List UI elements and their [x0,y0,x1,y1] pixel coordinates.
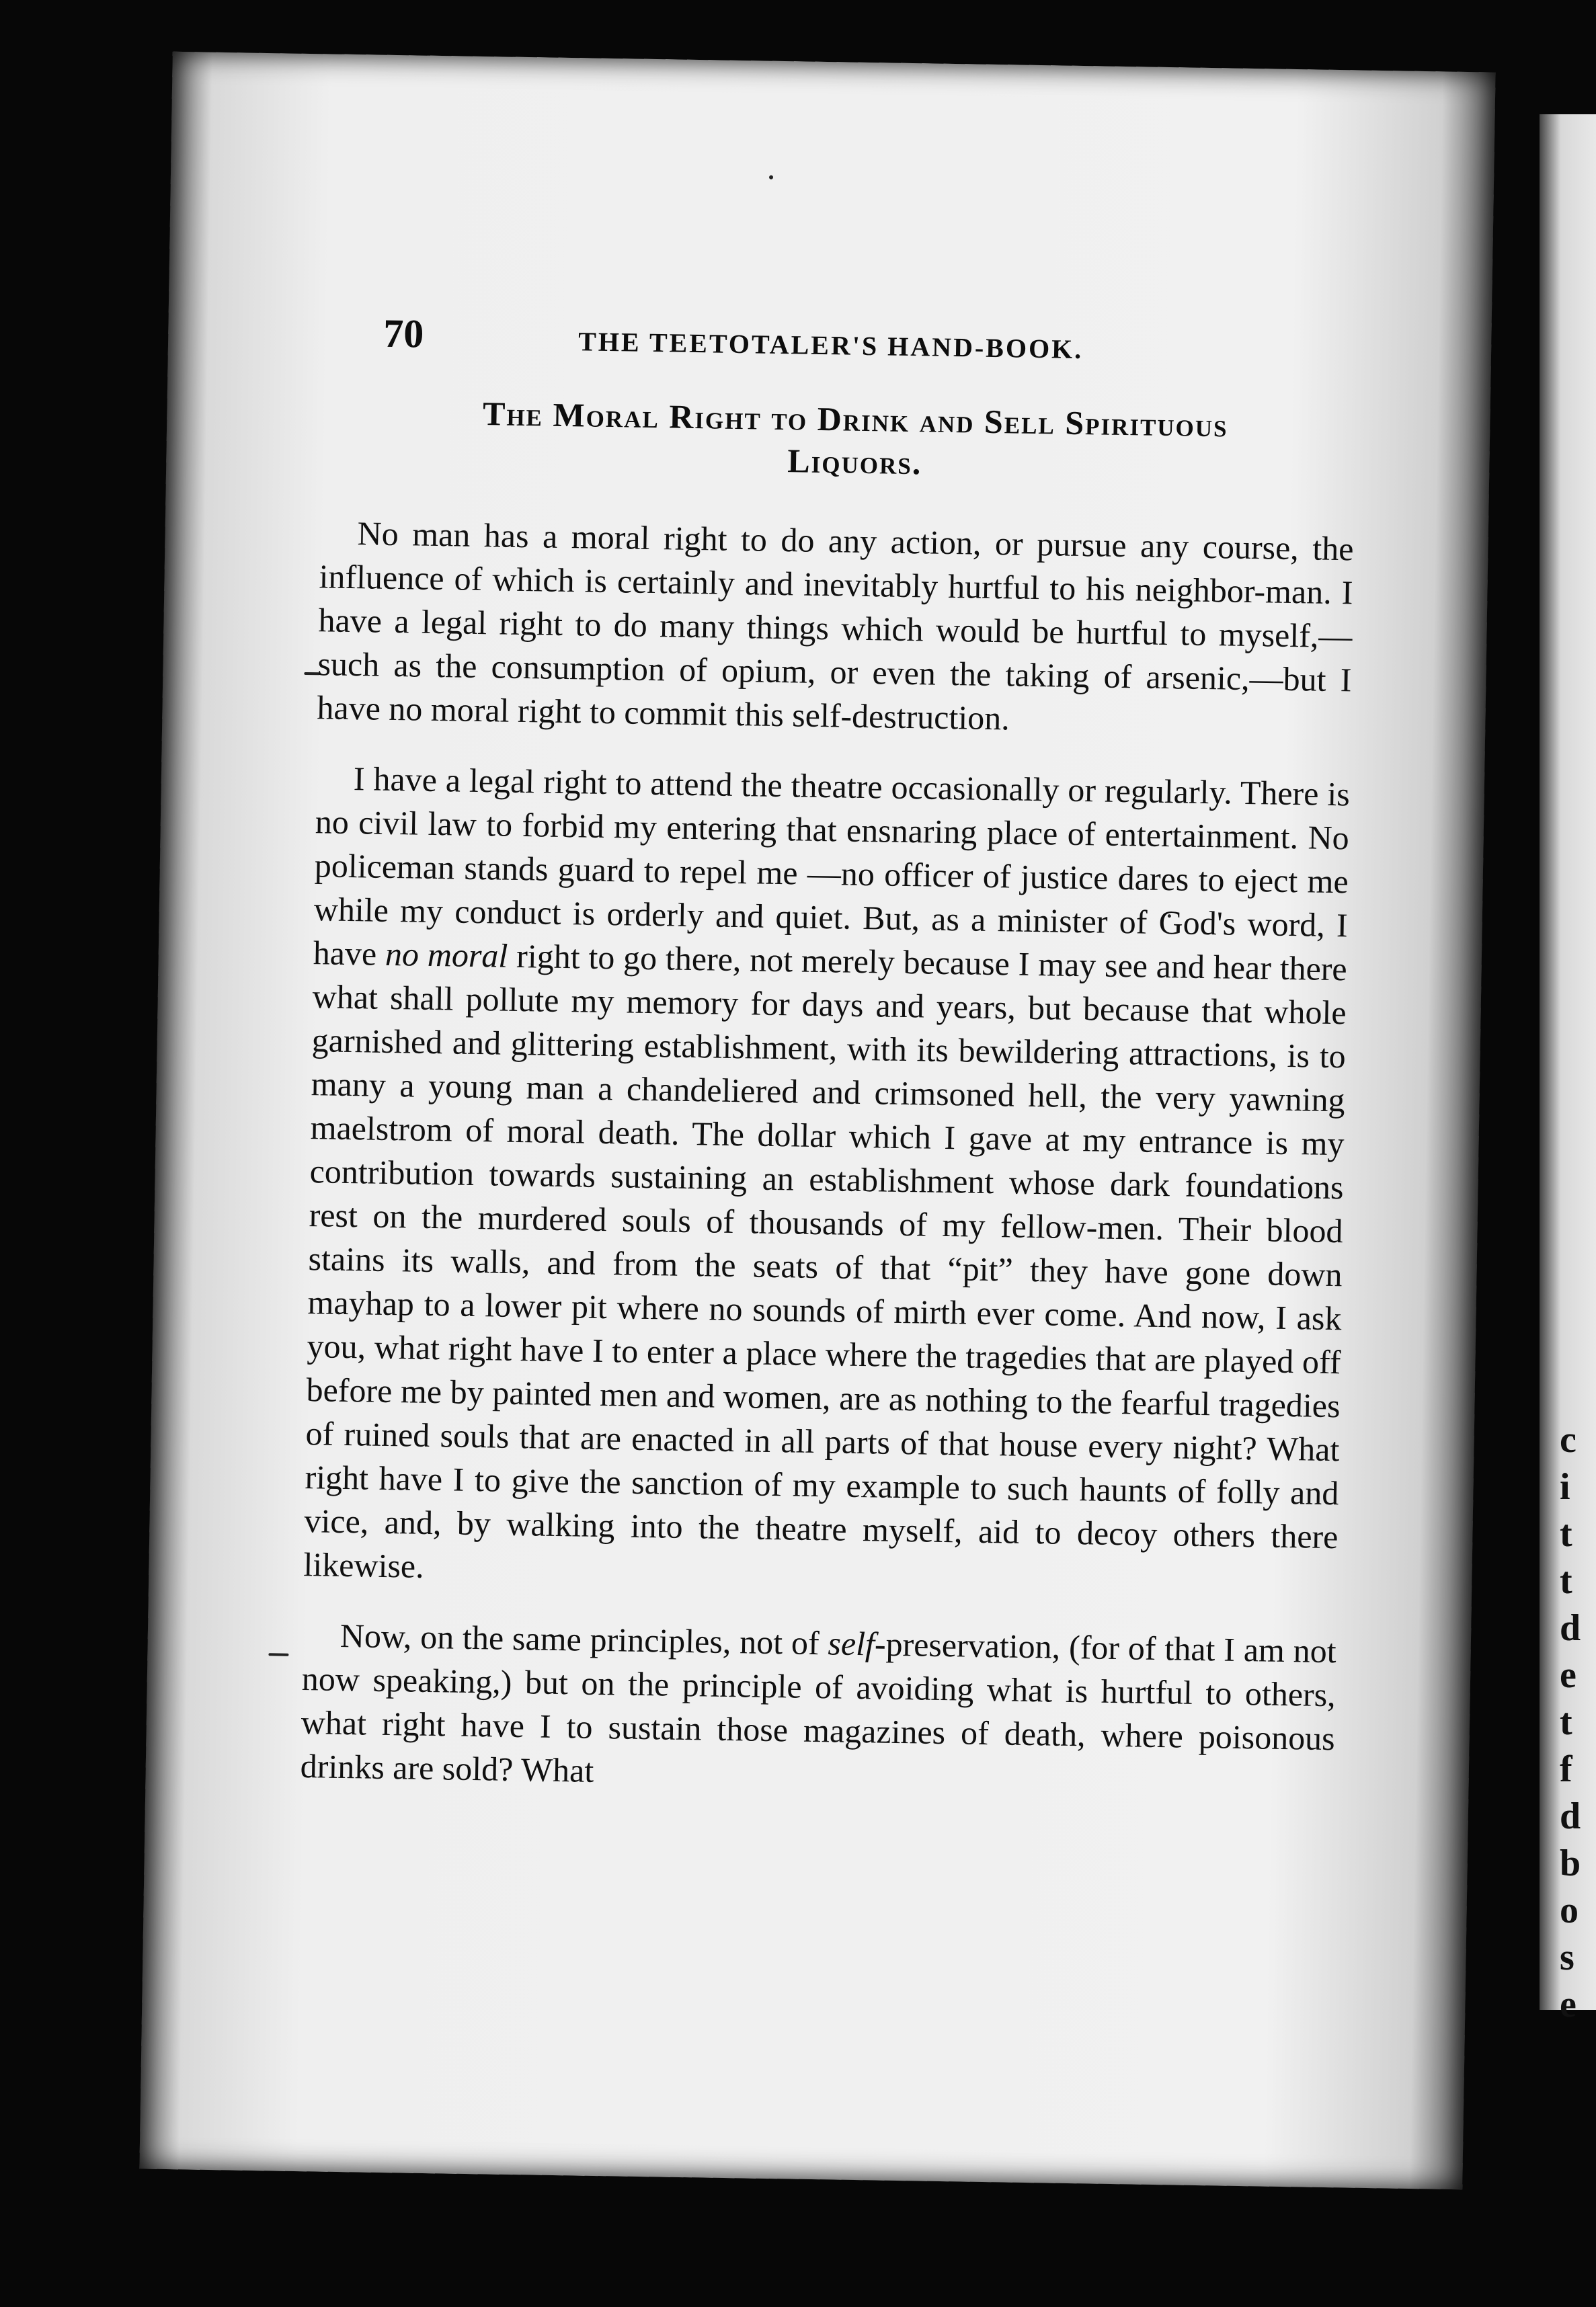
paragraph-3 [300,1613,1336,1804]
chapter-title-line-1: The Moral Right to Drink and Sell Spirituous [482,395,1229,444]
paragraph-1: No man has a moral right to do any action, or pursue any course, the influence of which is certainly and inevitably hurtful to his neighbor-man. I have a legal right to do many things which would be hurtful to myself,—such as the consumption of opium, or even the taking of arsenic,—but I have no moral right to commit this self-destruction. [317,514,1354,737]
page-header [383,311,1337,379]
adjacent-page-edge [1540,114,1596,2025]
paragraph-2-part-2: right to go there, not merely because I may see and hear there what shall pollute my memory for days and years, but because that whole garnished and glittering establishment, with its bewildering attractions, is to many a young man a chandeliered and crimsoned hell, the very yawning maelstrom of moral death. The dollar which I gave at my entrance is my contribution towards sustaining an establishment whose dark foundations rest on the murdered souls of thousands of my fellow-men. Their blood stains its walls, and from the seats of that “pit” they have gone down mayhap to a lower pit where no sounds of mirth ever come. And now, I ask you, what right have I to enter a place where the tragedies that are played off before me by painted men and women, are as nothing to the fearful tragedies of ruined souls that are enacted in all parts of that house every night? What right have I to give the sanction of my example to such haunts of folly and vice, and, by walking into the theatre myself, aid to decoy others there likewise. [303,936,1348,1585]
edge-char: s [1560,1937,1574,1978]
edge-char: d [1560,1607,1581,1649]
edge-char: f [1560,1748,1572,1790]
edge-char: d [1560,1795,1581,1837]
edge-char: t [1560,1701,1572,1743]
paragraph-2-emphasis: no moral [385,934,508,975]
paragraph-3-emphasis: self [828,1624,875,1663]
running-head: THE TEETOTALER'S HAND-BOOK. [577,326,1084,365]
page-number: 70 [383,311,424,356]
paragraph-3-part-1: Now, on the same principles, not of [340,1616,828,1662]
edge-char: c [1560,1419,1577,1461]
paragraph-3-part-2: -preservation, (for of that I am not now speaking,) but on the principle of avoiding what is hurtful to others, what right have I to sustain those magazines of death, where poisonous drinks are sold? What [300,1625,1337,1789]
edge-char: t [1560,1513,1572,1555]
paragraph-2-part-1: I have a legal right to attend the theatre occasionally or regularly. There is no civil law to forbid my entering that ensnaring place of entertainment. No policeman stands guard to repel me —no officer of justice dares to eject me while my conduct is orderly and quiet. But, as a minister of God's word, I have [313,760,1351,973]
edge-char: e [1560,1654,1577,1696]
edge-char: b [1560,1843,1581,1884]
body-text [300,511,1354,1831]
chapter-title [368,391,1343,490]
edge-char: t [1560,1560,1572,1602]
book-page [139,52,1495,2190]
chapter-title-line-2: Liquors. [787,441,922,481]
edge-char: o [1560,1890,1579,1931]
margin-mark [268,1653,288,1656]
edge-char: i [1560,1466,1570,1508]
speck [769,175,773,179]
paragraph-2 [303,756,1350,1603]
edge-char: e [1560,1984,1577,2025]
